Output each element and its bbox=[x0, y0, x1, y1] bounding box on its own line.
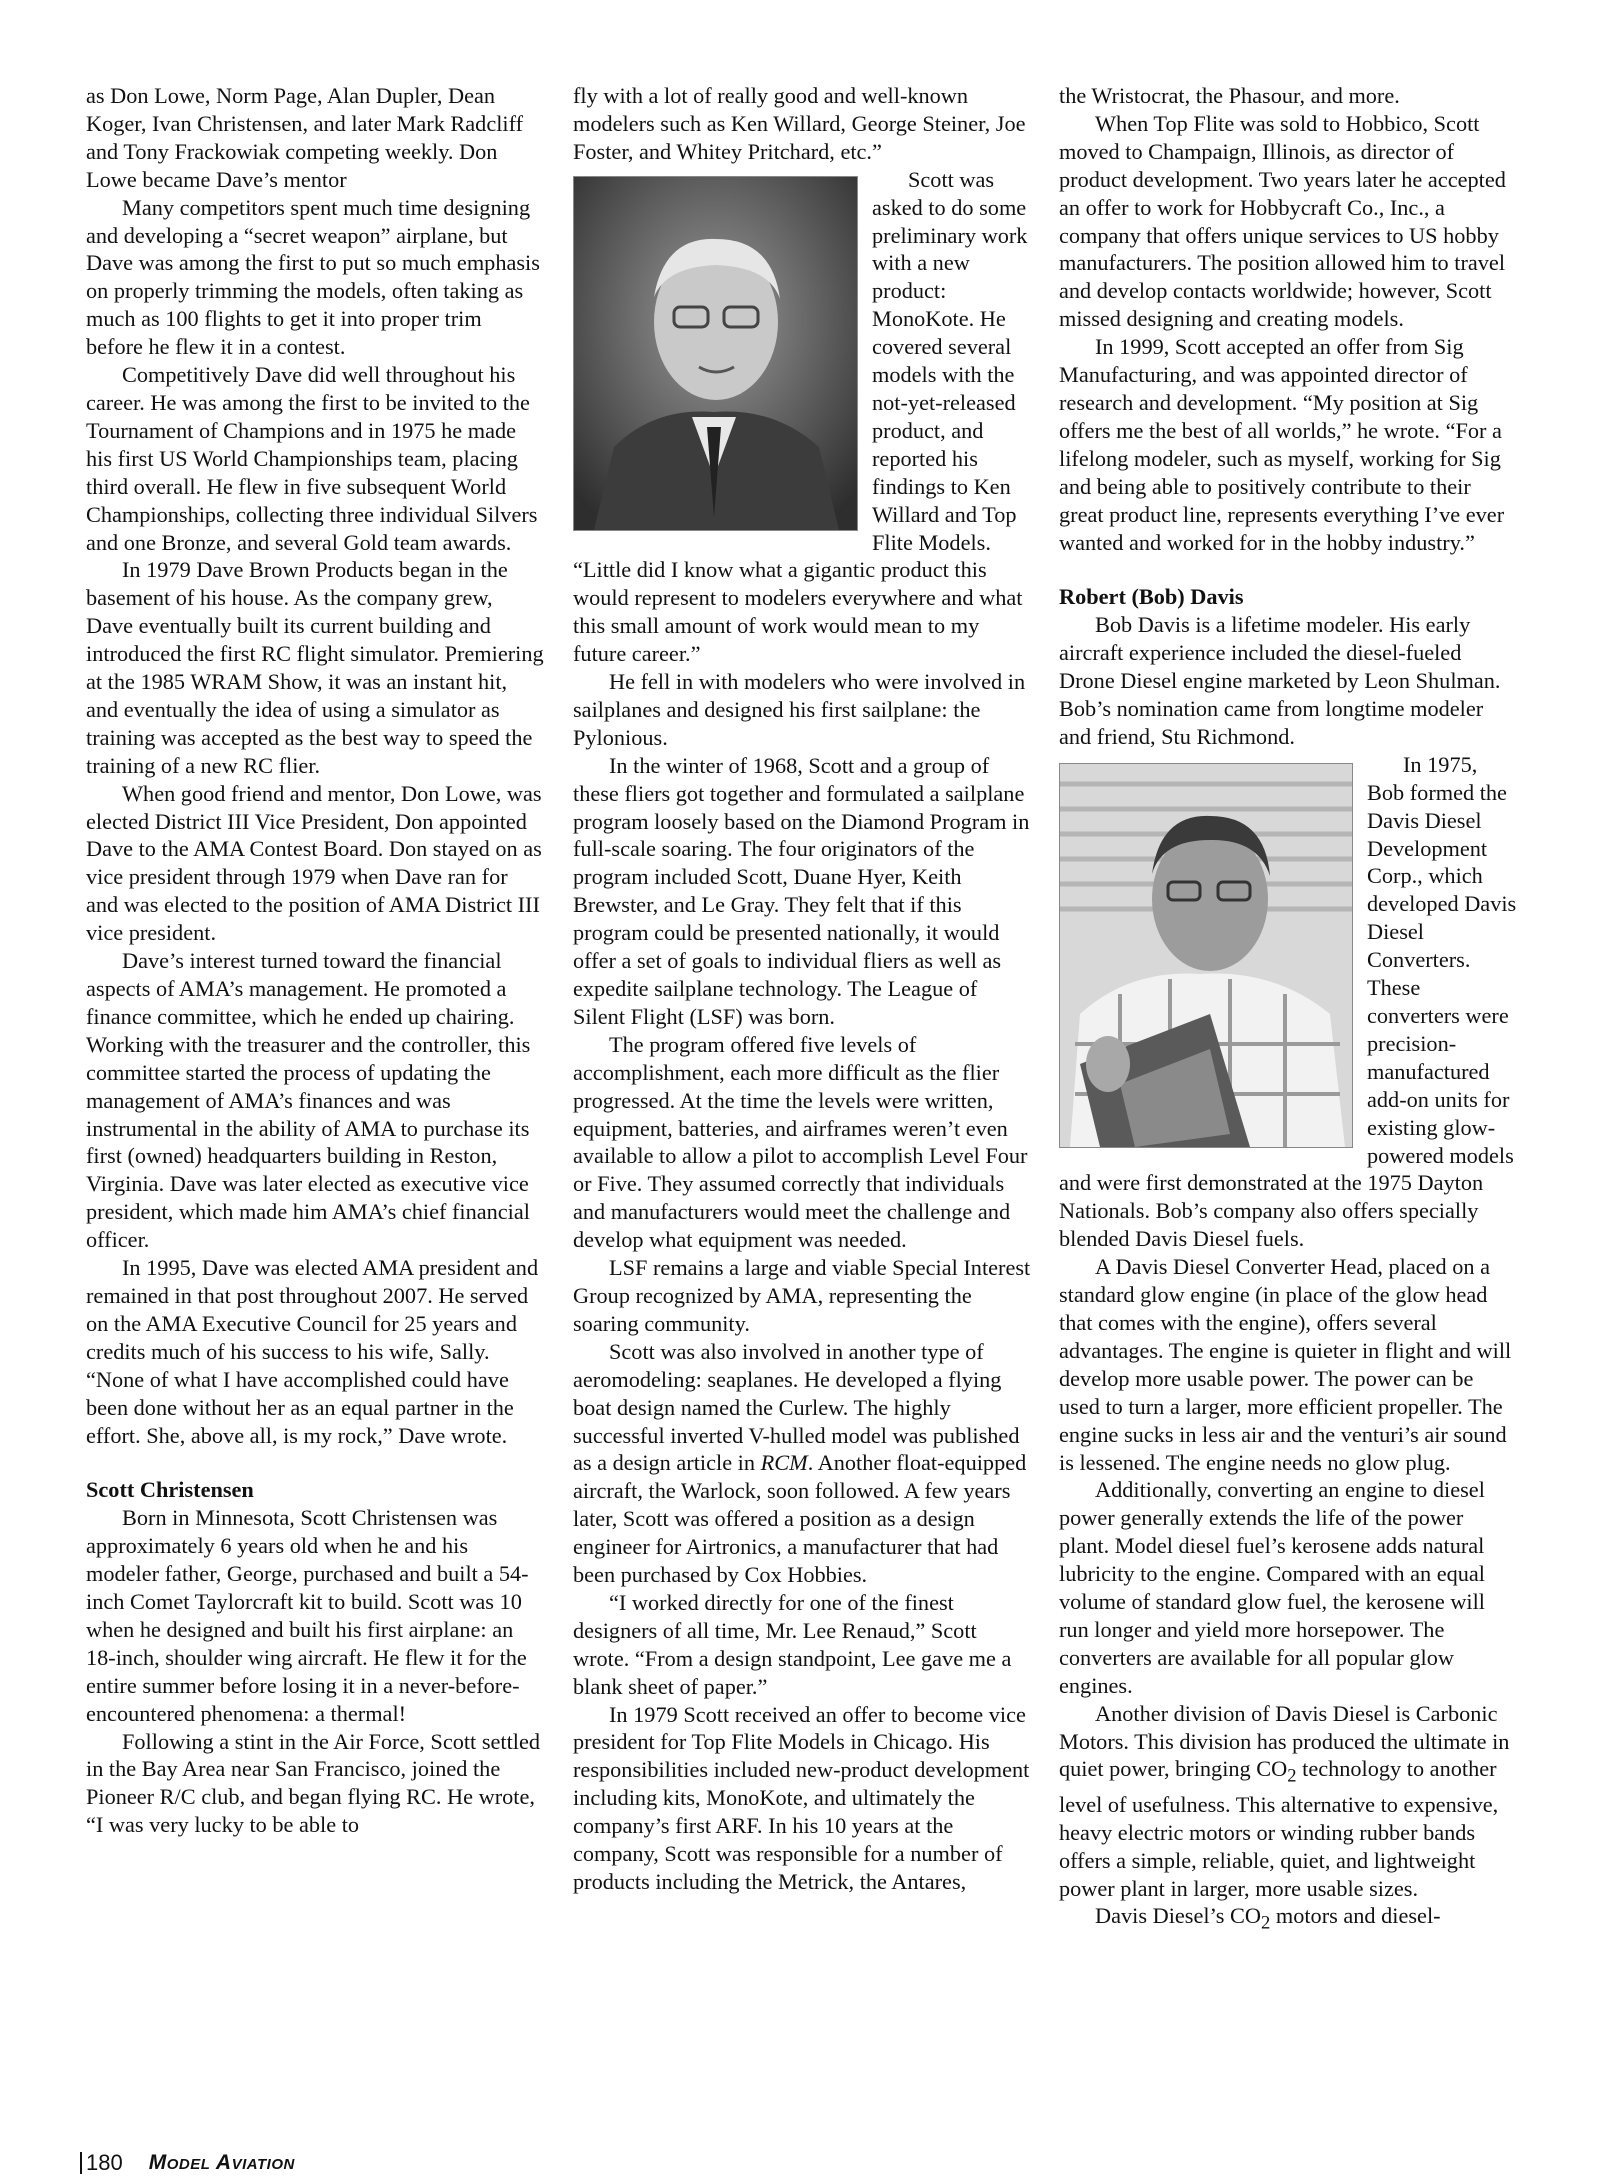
paragraph bbox=[1059, 1700, 1517, 1903]
subscript: 2 bbox=[1260, 1912, 1271, 1934]
page-number: 180 bbox=[86, 2150, 123, 2175]
portrait-photo-scott-christensen bbox=[573, 176, 858, 531]
paragraph: fly with a lot of really good and well-known modelers such as Ken Willard, George Steiner, Joe Foster, and Whitey Pritchard, etc.” bbox=[573, 83, 1026, 164]
paragraph bbox=[573, 1338, 1031, 1589]
paragraph: In 1999, Scott accepted an offer from Sig Manufacturing, and was appointed director of research and development. “My position at Sig offers me the best of all worlds,” he wrote. “For a lifelong modeler, such as myself, working for Sig and being able to positively contribute to their great product line, represents everything I’ve ever wanted and worked for in the hobby industry.” bbox=[1059, 334, 1505, 555]
text-run: Scott was also involved in another type of aeromodeling: seaplanes. He developed a flying boat design named the Curlew. The highly successful inverted V-hulled model was published as a design article in bbox=[573, 1338, 1020, 1476]
paragraph: In 1979 Dave Brown Products began in the basement of his house. As the company grew, Dave eventually built its current building and introduced the first RC flight simulator. Premiering at the 1985 WRAM Show, it was an instant hit, and eventually the idea of using a simulator as training was accepted as the best way to speed the training of a new RC flier. bbox=[86, 557, 544, 778]
paragraph: Born in Minnesota, Scott Christensen was approximately 6 years old when he and his modeler father, George, purchased and built a 54-inch Comet Taylorcraft kit to build. Scott was 10 when he designed and built his first airplane: an 18-inch, shoulder wing aircraft. He flew it for the entire summer before losing it in a never-before-encountered phenomena: a thermal! bbox=[86, 1505, 529, 1726]
paragraph: In 1995, Dave was elected AMA president and remained in that post throughout 2007. He served on the AMA Executive Council for 25 years and credits much of his success to his wife, Sally. “None of what I have accomplished could have been done without her as an equal partner in the effort. She, above all, is my rock,” Dave wrote. bbox=[86, 1255, 539, 1448]
paragraph: The program offered five levels of accomplishment, each more difficult as the flier progressed. At the time the levels were written, equipment, batteries, and airframes weren’t even available to allow a pilot to accomplish Level Four or Five. They assumed correctly that individuals and manufacturers would meet the challenge and develop what equipment was needed. bbox=[573, 1031, 1028, 1253]
text-run: Another division of Davis Diesel is Carbonic Motors. This division has produced the ultimate in quiet power, bringing CO bbox=[1059, 1700, 1510, 1782]
column-1 bbox=[86, 82, 544, 1839]
publication-title-rcm: RCM bbox=[760, 1450, 808, 1476]
paragraph: When good friend and mentor, Don Lowe, was elected District III Vice President, Don appointed Dave to the AMA Contest Board. Don stayed on as vice president through 1979 when Dave ran for and was elected to the position of AMA District III vice president. bbox=[86, 780, 542, 946]
section-heading-robert-davis: Robert (Bob) Davis bbox=[1059, 584, 1244, 610]
paragraph: Competitively Dave did well throughout his career. He was among the first to be invited to the Tournament of Champions and in 1975 he made his first US World Championships team, placing third overall. He flew in five subsequent World Championships, collecting three individual Silvers and one Bronze, and several Gold team awards. bbox=[86, 362, 538, 555]
paragraph bbox=[1059, 1902, 1517, 1937]
paragraph: Dave’s interest turned toward the financial aspects of AMA’s management. He promoted a finance committee, which he ended up chairing. Working with the treasurer and the controller, this committee started the process of updating the management of AMA’s finances and was instrumental in the ability of AMA to purchase its first (owned) headquarters building in Reston, Virginia. Dave was later elected as executive vice president, which made him AMA’s chief financial officer. bbox=[86, 948, 531, 1253]
magazine-title: Model Aviation bbox=[148, 2151, 295, 2174]
paragraph: When Top Flite was sold to Hobbico, Scott moved to Champaign, Illinois, as director of product development. Two years later he accepted an offer to work for Hobbycraft Co., Inc., a company that offers unique services to US hobby manufacturers. The position allowed him to travel and develop contacts worldwide; however, Scott missed designing and creating models. bbox=[1059, 110, 1506, 332]
text-run: technology to another level of usefulness. This alternative to expensive, heavy electric motors or winding rubber bands offers a simple, reliable, quiet, and lightweight power plant in larger, more usable sizes. bbox=[1059, 1756, 1499, 1901]
paragraph: Many competitors spent much time designing and developing a “secret weapon” airplane, but Dave was among the first to put so much emphasis on properly trimming the models, often taking as much as 100 flights to get it into proper trim before he flew it in a contest. bbox=[86, 194, 540, 360]
subscript: 2 bbox=[1287, 1765, 1297, 1787]
paragraph: In 1975, Bob formed the Davis Diesel Development Corp., which developed Davis Diesel Converters. These converters were precision-manufactured add-on units for existing glow-powered models and were first demonstrated at the 1975 Dayton Nationals. Bob’s company also offers specially blended Davis Diesel fuels. bbox=[1059, 751, 1517, 1252]
footer-rule bbox=[80, 2152, 82, 2174]
text-run: motors and diesel- bbox=[1270, 1903, 1441, 1929]
paragraph: A Davis Diesel Converter Head, placed on a standard glow engine (in place of the glow head that comes with the engine), offers several advantages. The engine is quieter in flight and will develop more usable power. The power can be used to turn a larger, more efficient propeller. The engine sucks in less air and the venturi’s air sound is lessened. The engine needs no glow plug. bbox=[1059, 1254, 1512, 1475]
paragraph: He fell in with modelers who were involved in sailplanes and designed his first sailplane: the Pylonious. bbox=[573, 669, 1026, 750]
page-footer bbox=[80, 2150, 295, 2176]
paragraph: Following a stint in the Air Force, Scott settled in the Bay Area near San Francisco, joined the Pioneer R/C club, and began flying RC. He wrote, “I was very lucky to be able to bbox=[86, 1728, 541, 1838]
column-3 bbox=[1059, 82, 1517, 1938]
text-run: . Another float-equipped aircraft, the Warlock, soon followed. A few years later, Scott was offered a position as a design engineer for Airtronics, a manufacturer that had been purchased by Cox Hobbies. bbox=[573, 1450, 1027, 1588]
text-run: Davis Diesel’s CO bbox=[1095, 1903, 1261, 1929]
paragraph: In 1979 Scott received an offer to become vice president for Top Flite Models in Chicago. His responsibilities included new-product development including kits, MonoKote, and ultimately the company’s first ARF. In his 10 years at the company, Scott was responsible for a number of products including the Metrick, the Antares, bbox=[573, 1701, 1030, 1894]
paragraph: the Wristocrat, the Phasour, and more. bbox=[1059, 83, 1400, 108]
paragraph: “I worked directly for one of the finest designers of all time, Mr. Lee Renaud,” Scott wrote. “From a design standpoint, Lee gave me a blank sheet of paper.” bbox=[573, 1589, 1012, 1699]
section-heading-scott-christensen: Scott Christensen bbox=[86, 1477, 254, 1503]
column-2 bbox=[573, 82, 1031, 1896]
paragraph: Bob Davis is a lifetime modeler. His early aircraft experience included the diesel-fueled Drone Diesel engine marketed by Leon Shulman. Bob’s nomination came from longtime modeler and friend, Stu Richmond. bbox=[1059, 612, 1501, 749]
portrait-photo-bob-davis bbox=[1059, 763, 1353, 1148]
paragraph: Additionally, converting an engine to diesel power generally extends the life of the power plant. Model diesel fuel’s kerosene adds natural lubricity to the engine. Compared with an equal volume of standard glow fuel, the kerosene will run longer and yield more horsepower. The converters are available for all popular glow engines. bbox=[1059, 1477, 1486, 1698]
paragraph: In the winter of 1968, Scott and a group of these fliers got together and formulated a sailplane program loosely based on the Diamond Program in full-scale soaring. The four originators of the program included Scott, Duane Hyer, Keith Brewster, and Le Gray. They felt that if this program could be presented nationally, it would offer a set of goals to individual fliers as well as expedite sailplane technology. The League of Silent Flight (LSF) was born. bbox=[573, 752, 1030, 1029]
paragraph: as Don Lowe, Norm Page, Alan Dupler, Dean Koger, Ivan Christensen, and later Mark Radcliff and Tony Frackowiak competing weekly. Don Lowe became Dave’s mentor bbox=[86, 83, 524, 192]
paragraph: LSF remains a large and viable Special Interest Group recognized by AMA, representing the soaring community. bbox=[573, 1255, 1031, 1336]
paragraph: Scott was asked to do some preliminary work with a new product: MonoKote. He covered several models with the not-yet-released product, and reported his findings to Ken Willard and Top Flite Models. “Little did I know what a gigantic product this would represent to modelers everywhere and what this small amount of work would mean to my future career.” bbox=[573, 166, 1028, 667]
